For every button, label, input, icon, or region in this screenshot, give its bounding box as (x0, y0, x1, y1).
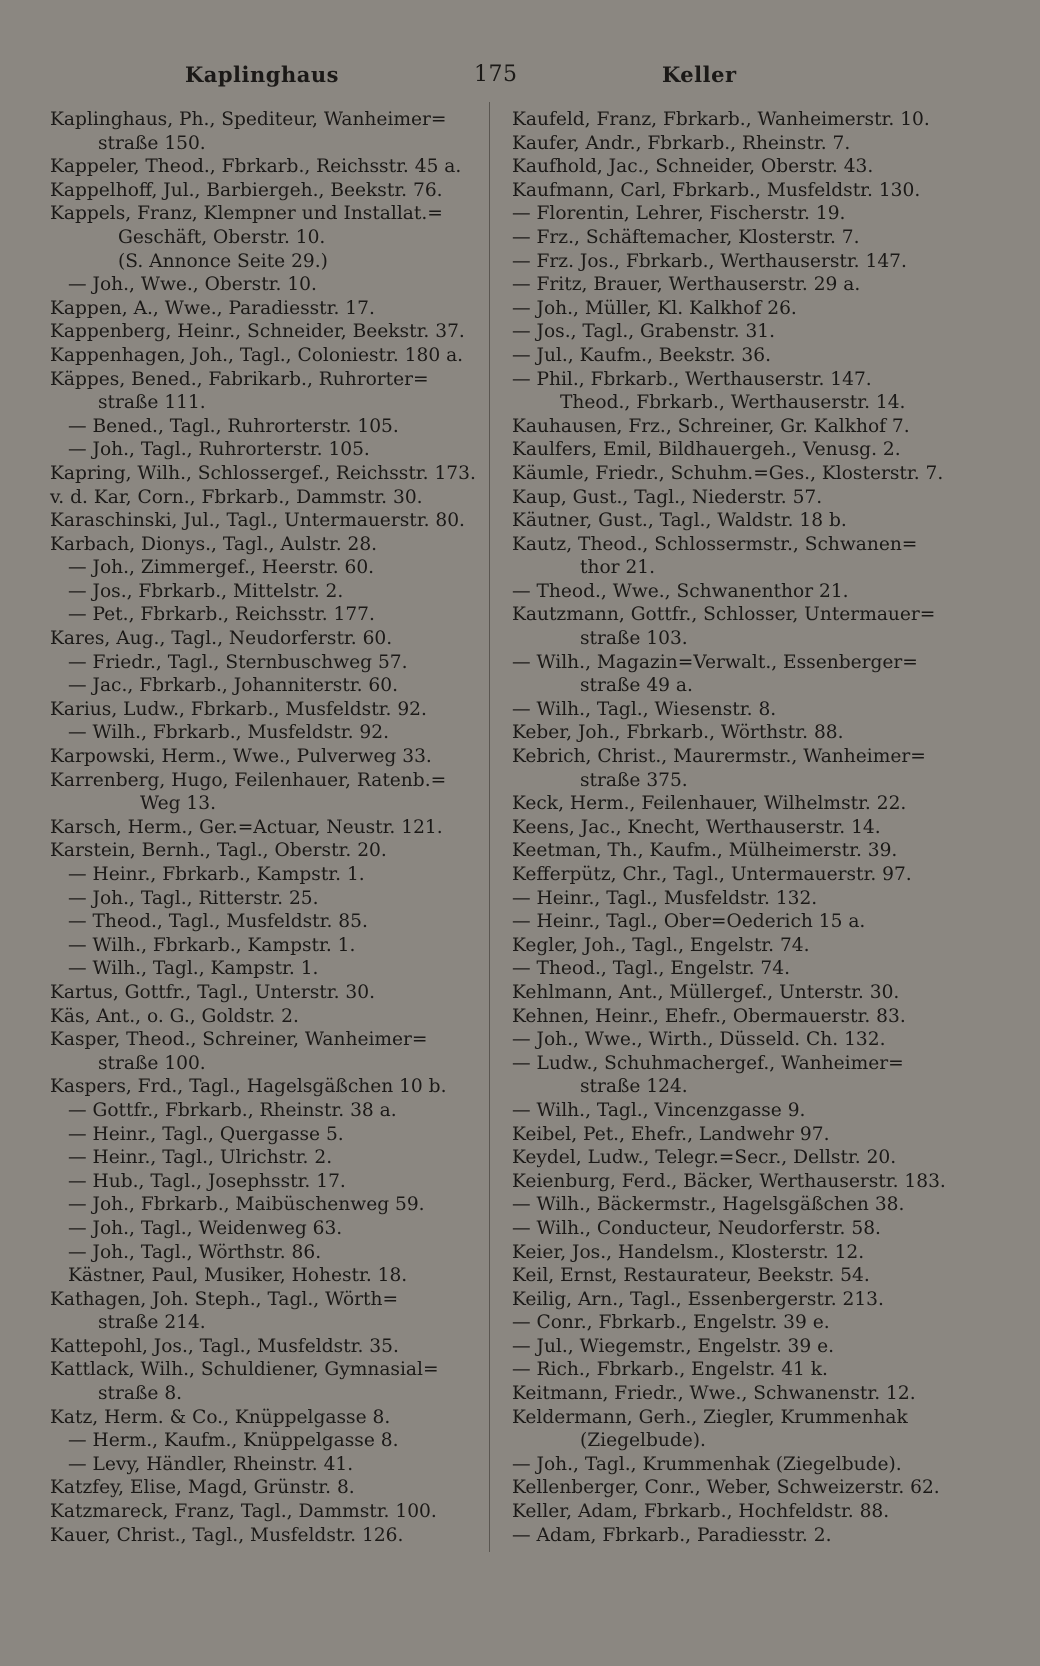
directory-entry-line: Kaufer, Andr., Fbrkarb., Rheinstr. 7. (512, 132, 851, 154)
directory-entry-line: — Gottfr., Fbrkarb., Rheinstr. 38 a. (68, 1099, 397, 1121)
directory-entry-line: — Fritz, Brauer, Werthauserstr. 29 a. (512, 274, 861, 296)
directory-entry-line: Kegler, Joh., Tagl., Engelstr. 74. (512, 934, 810, 956)
directory-entry-line: Kappenberg, Heinr., Schneider, Beekstr. 37. (50, 321, 465, 343)
directory-entry-line: Kehlmann, Ant., Müllergef., Unterstr. 30. (512, 981, 900, 1003)
directory-entry-line: — Joh., Fbrkarb., Maibüschenweg 59. (68, 1194, 425, 1216)
directory-entry-line: Keil, Ernst, Restaurateur, Beekstr. 54. (512, 1265, 870, 1287)
directory-entry-line: — Adam, Fbrkarb., Paradiesstr. 2. (512, 1524, 832, 1546)
running-header-right: Keller (662, 62, 737, 87)
page-number: 175 (474, 62, 518, 87)
directory-entry-line: Kauer, Christ., Tagl., Musfeldstr. 126. (50, 1524, 404, 1546)
directory-entry-line: — Wilh., Bäckermstr., Hagelsgäßchen 38. (512, 1194, 905, 1216)
directory-entry-line: Kares, Aug., Tagl., Neudorferstr. 60. (50, 628, 393, 650)
directory-entry-line: — Wilh., Tagl., Vincenzgasse 9. (512, 1099, 806, 1121)
directory-entry-line: — Wilh., Conducteur, Neudorferstr. 58. (512, 1217, 881, 1239)
directory-entry-line: Käumle, Friedr., Schuhm.=Ges., Klosterstr. 7. (512, 462, 944, 484)
directory-entry-line: Katzmareck, Franz, Tagl., Dammstr. 100. (50, 1501, 437, 1523)
directory-entry-line: — Joh., Tagl., Krummenhak (Ziegelbude). (512, 1453, 902, 1475)
directory-entry-line: — Joh., Tagl., Weidenweg 63. (68, 1217, 343, 1239)
directory-entry-line: — Jos., Tagl., Grabenstr. 31. (512, 321, 776, 343)
directory-entry-line: — Heinr., Tagl., Ober=Oederich 15 a. (512, 911, 866, 933)
directory-entry-line: Keydel, Ludw., Telegr.=Secr., Dellstr. 20. (512, 1147, 897, 1169)
directory-entry-line: — Hub., Tagl., Josephsstr. 17. (68, 1170, 346, 1192)
directory-entry-line: Kappen, A., Wwe., Paradiesstr. 17. (50, 297, 375, 319)
directory-entry-line: Karpowski, Herm., Wwe., Pulverweg 33. (50, 746, 432, 768)
directory-entry-line: Kattlack, Wilh., Schuldiener, Gymnasial= (50, 1359, 439, 1381)
directory-entry-line: Kebrich, Christ., Maurermstr., Wanheimer= (512, 746, 926, 768)
directory-entry-line: straße 124. (580, 1076, 688, 1098)
directory-entry-line: — Joh., Tagl., Ruhrorterstr. 105. (68, 439, 370, 461)
directory-entry-line: straße 214. (98, 1312, 206, 1334)
directory-entry-line: straße 49 a. (580, 675, 693, 697)
directory-entry-line: — Heinr., Tagl., Musfeldstr. 132. (512, 887, 818, 909)
directory-entry-line: Kappeler, Theod., Fbrkarb., Reichsstr. 45 a. (50, 156, 462, 178)
directory-entry-line: — Pet., Fbrkarb., Reichsstr. 177. (68, 604, 375, 626)
directory-entry-line: Kästner, Paul, Musiker, Hohestr. 18. (68, 1265, 408, 1287)
directory-entry-line: Keck, Herm., Feilenhauer, Wilhelmstr. 22. (512, 793, 907, 815)
directory-entry-line: straße 103. (580, 628, 688, 650)
directory-entry-line: Kaup, Gust., Tagl., Niederstr. 57. (512, 486, 823, 508)
directory-entry-line: Keilig, Arn., Tagl., Essenbergerstr. 213. (512, 1288, 884, 1310)
directory-entry-line: — Heinr., Tagl., Ulrichstr. 2. (68, 1147, 333, 1169)
directory-entry-line: Keber, Joh., Fbrkarb., Wörthstr. 88. (512, 722, 844, 744)
directory-entry-line: Keller, Adam, Fbrkarb., Hochfeldstr. 88. (512, 1501, 890, 1523)
directory-entry-line: Käutner, Gust., Tagl., Waldstr. 18 b. (512, 510, 847, 532)
directory-entry-line: Kaulfers, Emil, Bildhauergeh., Venusg. 2. (512, 439, 901, 461)
directory-entry-line: Theod., Fbrkarb., Werthauserstr. 14. (560, 392, 906, 414)
directory-entry-line: Keens, Jac., Knecht, Werthauserstr. 14. (512, 816, 881, 838)
directory-entry-line: — Jul., Kaufm., Beekstr. 36. (512, 344, 771, 366)
directory-entry-line: — Bened., Tagl., Ruhrorterstr. 105. (68, 415, 399, 437)
directory-entry-line: Karaschinski, Jul., Tagl., Untermauerstr. 80. (50, 510, 465, 532)
directory-entry-line: Keitmann, Friedr., Wwe., Schwanenstr. 12. (512, 1383, 916, 1405)
directory-entry-line: — Herm., Kaufm., Knüppelgasse 8. (68, 1430, 399, 1452)
directory-entry-line: Keibel, Pet., Ehefr., Landwehr 97. (512, 1123, 830, 1145)
directory-entry-line: — Theod., Wwe., Schwanenthor 21. (512, 580, 849, 602)
directory-entry-line: Käs, Ant., o. G., Goldstr. 2. (50, 1005, 299, 1027)
directory-entry-line: — Wilh., Tagl., Kampstr. 1. (68, 958, 319, 980)
directory-entry-line: — Frz. Jos., Fbrkarb., Werthauserstr. 147. (512, 250, 907, 272)
directory-entry-line: Kappelhoff, Jul., Barbiergeh., Beekstr. 76. (50, 179, 443, 201)
directory-entry-line: thor 21. (580, 557, 656, 579)
directory-entry-line: Kehnen, Heinr., Ehefr., Obermauerstr. 83. (512, 1005, 906, 1027)
directory-entry-line: — Heinr., Tagl., Quergasse 5. (68, 1123, 344, 1145)
directory-entry-line: — Joh., Zimmergef., Heerstr. 60. (68, 557, 375, 579)
directory-entry-line: Karsch, Herm., Ger.=Actuar, Neustr. 121. (50, 816, 443, 838)
directory-entry-line: Kauhausen, Frz., Schreiner, Gr. Kalkhof 7. (512, 415, 910, 437)
directory-entry-line: Kaufeld, Franz, Fbrkarb., Wanheimerstr. 10. (512, 109, 930, 130)
directory-entry-line: Kaufmann, Carl, Fbrkarb., Musfeldstr. 130. (512, 179, 921, 201)
directory-entry-line: — Wilh., Fbrkarb., Musfeldstr. 92. (68, 722, 389, 744)
running-header-left: Kaplinghaus (185, 62, 339, 87)
directory-entry-line: Weg 13. (140, 793, 216, 815)
directory-entry-line: Karius, Ludw., Fbrkarb., Musfeldstr. 92. (50, 698, 427, 720)
directory-entry-line: — Theod., Tagl., Engelstr. 74. (512, 958, 790, 980)
directory-entry-line: Kefferpütz, Chr., Tagl., Untermauerstr. 97. (512, 864, 912, 885)
directory-entry-line: Katz, Herm. & Co., Knüppelgasse 8. (50, 1406, 391, 1428)
directory-entry-line: — Wilh., Tagl., Wiesenstr. 8. (512, 698, 777, 720)
directory-entry-line: Käppes, Bened., Fabrikarb., Ruhrorter= (50, 368, 429, 390)
directory-entry-line: Kasper, Theod., Schreiner, Wanheimer= (50, 1029, 428, 1051)
directory-entry-line: — Theod., Tagl., Musfeldstr. 85. (68, 911, 368, 933)
directory-entry-line: straße 150. (98, 132, 206, 154)
directory-entry-line: — Florentin, Lehrer, Fischerstr. 19. (512, 203, 846, 225)
directory-entry-line: — Jul., Wiegemstr., Engelstr. 39 e. (512, 1335, 835, 1357)
directory-entry-line: Keier, Jos., Handelsm., Klosterstr. 12. (512, 1241, 865, 1263)
directory-entry-line: — Friedr., Tagl., Sternbuschweg 57. (68, 651, 408, 673)
directory-entry-line: Karstein, Bernh., Tagl., Oberstr. 20. (50, 840, 387, 862)
directory-entry-line: — Joh., Müller, Kl. Kalkhof 26. (512, 297, 797, 319)
directory-entry-line: Kathagen, Joh. Steph., Tagl., Wörth= (50, 1288, 399, 1310)
directory-entry-line: Kaspers, Frd., Tagl., Hagelsgäßchen 10 b. (50, 1076, 447, 1098)
directory-entry-line: — Joh., Wwe., Oberstr. 10. (68, 274, 317, 296)
directory-entry-line: Karbach, Dionys., Tagl., Aulstr. 28. (50, 533, 378, 555)
directory-entry-line: v. d. Kar, Corn., Fbrkarb., Dammstr. 30. (50, 486, 423, 508)
column-divider (489, 102, 490, 1552)
directory-entry-line: — Rich., Fbrkarb., Engelstr. 41 k. (512, 1359, 828, 1381)
directory-entry-line: Kaufhold, Jac., Schneider, Oberstr. 43. (512, 156, 874, 178)
left-column (50, 108, 480, 1547)
directory-entry-line: Kaplinghaus, Ph., Spediteur, Wanheimer= (50, 109, 447, 130)
directory-entry-line: Kappenhagen, Joh., Tagl., Coloniestr. 180 a. (50, 344, 464, 366)
directory-entry-line: (Ziegelbude). (580, 1430, 706, 1452)
directory-entry-line: straße 111. (98, 392, 206, 414)
directory-entry-line: straße 8. (98, 1383, 183, 1405)
directory-entry-line: Karrenberg, Hugo, Feilenhauer, Ratenb.= (50, 769, 447, 791)
directory-entry-line: Keienburg, Ferd., Bäcker, Werthauserstr. 183. (512, 1170, 946, 1192)
directory-entry-line: — Wilh., Fbrkarb., Kampstr. 1. (68, 934, 356, 956)
directory-entry-line: — Joh., Tagl., Wörthstr. 86. (68, 1241, 322, 1263)
directory-entry-line: — Ludw., Schuhmachergef., Wanheimer= (512, 1052, 904, 1074)
directory-entry-line: — Frz., Schäftemacher, Klosterstr. 7. (512, 226, 860, 248)
directory-entry-line: Geschäft, Oberstr. 10. (118, 226, 326, 248)
directory-entry-line: Kapring, Wilh., Schlossergef., Reichsstr. 173. (50, 462, 476, 484)
directory-entry-line: — Phil., Fbrkarb., Werthauserstr. 147. (512, 368, 872, 390)
directory-entry-line: — Heinr., Fbrkarb., Kampstr. 1. (68, 864, 365, 885)
directory-entry-line: Kappels, Franz, Klempner und Installat.= (50, 203, 443, 225)
directory-entry-line: Keetman, Th., Kaufm., Mülheimerstr. 39. (512, 840, 898, 862)
directory-entry-line: straße 375. (580, 769, 688, 791)
directory-entry-line: — Joh., Tagl., Ritterstr. 25. (68, 887, 319, 909)
directory-entry-line: — Jos., Fbrkarb., Mittelstr. 2. (68, 580, 344, 602)
directory-entry-line: — Wilh., Magazin=Verwalt., Essenberger= (512, 651, 918, 673)
directory-entry-line: Keldermann, Gerh., Ziegler, Krummenhak (512, 1406, 908, 1428)
directory-entry-line: Kartus, Gottfr., Tagl., Unterstr. 30. (50, 981, 376, 1003)
directory-entry-line: straße 100. (98, 1052, 206, 1074)
directory-entry-line: Kautz, Theod., Schlossermstr., Schwanen= (512, 533, 918, 555)
directory-entry-line: Kautzmann, Gottfr., Schlosser, Untermauer= (512, 604, 936, 626)
directory-entry-line: — Joh., Wwe., Wirth., Düsseld. Ch. 132. (512, 1029, 886, 1051)
directory-entry-line: — Jac., Fbrkarb., Johanniterstr. 60. (68, 675, 398, 697)
right-column (512, 108, 957, 1547)
directory-entry-line: — Conr., Fbrkarb., Engelstr. 39 e. (512, 1312, 830, 1334)
directory-entry-line: Kattepohl, Jos., Tagl., Musfeldstr. 35. (50, 1335, 399, 1357)
directory-entry-line: Katzfey, Elise, Magd, Grünstr. 8. (50, 1477, 355, 1499)
directory-entry-line: (S. Annonce Seite 29.) (118, 250, 328, 272)
directory-entry-line: Kellenberger, Conr., Weber, Schweizerstr. 62. (512, 1477, 940, 1499)
directory-entry-line: — Levy, Händler, Rheinstr. 41. (68, 1453, 354, 1475)
